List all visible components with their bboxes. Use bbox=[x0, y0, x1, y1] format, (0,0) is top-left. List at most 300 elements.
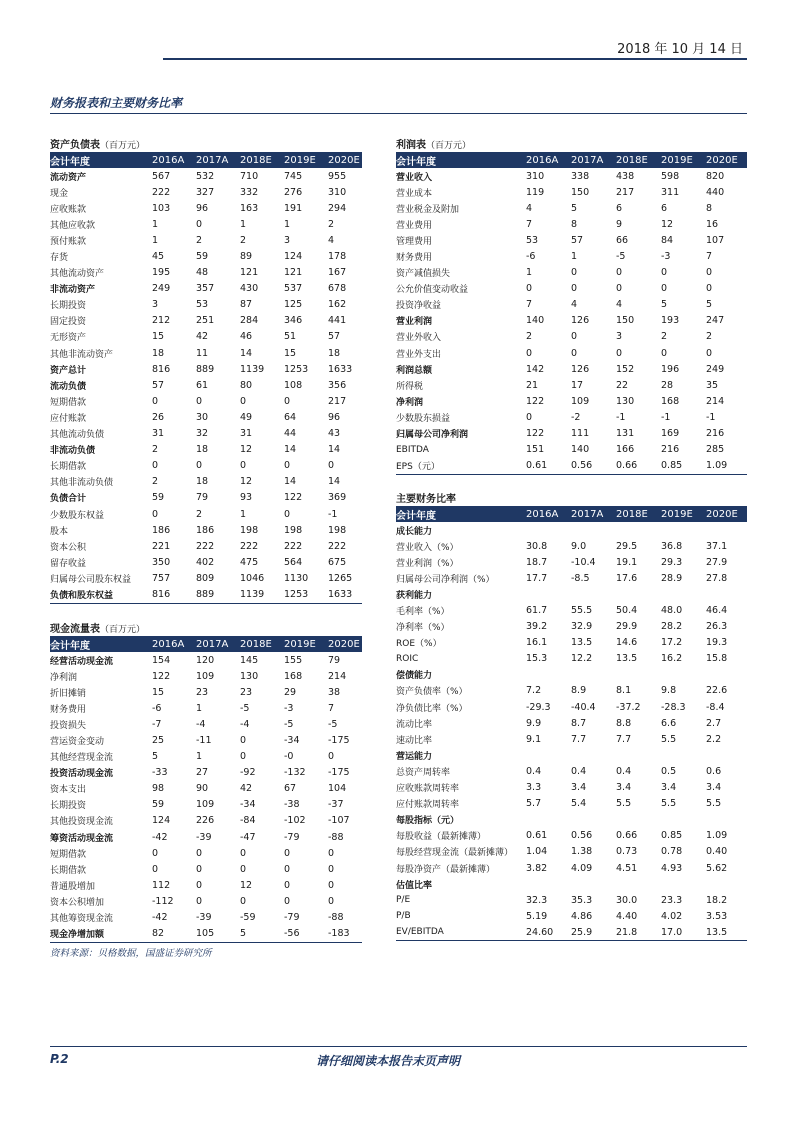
row-label: 每股经营现金流（最新摊薄） bbox=[396, 848, 514, 859]
row-value: -8.4 bbox=[706, 701, 725, 713]
row-value: 4.51 bbox=[616, 862, 638, 874]
row-value: 122 bbox=[526, 395, 545, 407]
row-value: -59 bbox=[240, 912, 256, 924]
row-value: 1633 bbox=[328, 588, 353, 600]
table-row bbox=[50, 393, 362, 409]
row-label: 营业费用 bbox=[396, 220, 433, 231]
row-value: 16.2 bbox=[661, 653, 683, 665]
row-value: 29.3 bbox=[661, 556, 683, 568]
row-value: 0 bbox=[152, 508, 159, 520]
row-value: 440 bbox=[706, 186, 725, 198]
row-value: 0.6 bbox=[706, 765, 722, 777]
header-year: 2020E bbox=[328, 639, 360, 650]
row-label: 其他筹资现金流 bbox=[50, 914, 114, 925]
row-value: 0 bbox=[571, 283, 578, 295]
header-year: 2019E bbox=[661, 155, 693, 166]
row-value: -42 bbox=[152, 831, 168, 843]
table-row bbox=[396, 635, 747, 651]
row-value: 0 bbox=[328, 863, 335, 875]
row-value: 18 bbox=[196, 476, 209, 488]
row-label: 毛利率（%） bbox=[396, 607, 450, 618]
row-value: 17.6 bbox=[616, 572, 638, 584]
row-value: 27.9 bbox=[706, 556, 728, 568]
row-value: -1 bbox=[328, 508, 338, 520]
table-row bbox=[50, 409, 362, 425]
row-value: 249 bbox=[152, 283, 171, 295]
row-value: 57 bbox=[328, 331, 341, 343]
row-value: 5 bbox=[240, 928, 247, 940]
row-value: 6 bbox=[661, 202, 668, 214]
table-row bbox=[50, 538, 362, 554]
row-value: 9 bbox=[616, 218, 623, 230]
row-label: 存货 bbox=[50, 253, 69, 264]
row-value: 310 bbox=[526, 170, 545, 182]
row-value: 310 bbox=[328, 186, 347, 198]
header-year: 2018E bbox=[240, 155, 272, 166]
table-row bbox=[396, 216, 747, 232]
row-label: 固定投资 bbox=[50, 317, 87, 328]
row-value: -1 bbox=[616, 411, 626, 423]
row-value: 122 bbox=[284, 492, 303, 504]
row-value: 276 bbox=[284, 186, 303, 198]
row-value: 53 bbox=[196, 299, 209, 311]
header-label: 会计年度 bbox=[50, 157, 90, 168]
row-value: 23 bbox=[196, 686, 209, 698]
row-label: 留存收益 bbox=[50, 558, 87, 569]
row-value: 5 bbox=[571, 202, 578, 214]
row-value: -29.3 bbox=[526, 701, 551, 713]
table-header bbox=[50, 637, 362, 652]
table-row bbox=[396, 602, 747, 618]
row-value: 8.1 bbox=[616, 685, 632, 697]
row-value: 57 bbox=[571, 234, 584, 246]
row-value: -2 bbox=[571, 411, 581, 423]
balance-sheet-table bbox=[50, 136, 362, 604]
table-row bbox=[396, 908, 747, 924]
row-label: 少数股东损益 bbox=[396, 413, 451, 424]
row-value: 28.9 bbox=[661, 572, 683, 584]
row-value: 222 bbox=[328, 540, 347, 552]
row-label: 流动资产 bbox=[50, 172, 87, 183]
header-year: 2017A bbox=[196, 639, 229, 650]
header-year: 2020E bbox=[706, 155, 738, 166]
row-value: -5 bbox=[284, 718, 294, 730]
table-row bbox=[50, 490, 362, 506]
row-value: 48 bbox=[196, 267, 209, 279]
row-value: 112 bbox=[152, 879, 171, 891]
row-value: 430 bbox=[240, 283, 259, 295]
row-value: 1253 bbox=[284, 588, 309, 600]
table-row bbox=[396, 554, 747, 570]
header-label: 会计年度 bbox=[50, 641, 90, 652]
row-value: 1 bbox=[571, 251, 578, 263]
row-value: 226 bbox=[196, 815, 215, 827]
row-value: 7 bbox=[526, 218, 533, 230]
table-row bbox=[396, 651, 747, 667]
table-row bbox=[50, 216, 362, 232]
table-row bbox=[50, 586, 362, 602]
row-value: 35.3 bbox=[571, 894, 593, 906]
row-value: 441 bbox=[328, 315, 347, 327]
row-value: 2 bbox=[152, 476, 159, 488]
row-value: 51 bbox=[284, 331, 297, 343]
row-value: 12 bbox=[240, 879, 253, 891]
row-value: 48.0 bbox=[661, 605, 683, 617]
row-label: 资本公积增加 bbox=[50, 897, 105, 908]
row-label: 负债和股东权益 bbox=[50, 590, 114, 601]
row-label: 财务费用 bbox=[396, 253, 433, 264]
row-value: 221 bbox=[152, 540, 171, 552]
table-row bbox=[396, 876, 747, 892]
section-title: 财务报表和主要财务比率 bbox=[50, 96, 183, 110]
row-label: 长期投资 bbox=[50, 801, 87, 812]
row-value: 350 bbox=[152, 556, 171, 568]
table-row bbox=[396, 844, 747, 860]
row-value: 0.56 bbox=[571, 830, 593, 842]
row-value: 59 bbox=[152, 799, 165, 811]
table-row bbox=[50, 281, 362, 297]
table-row bbox=[396, 377, 747, 393]
row-value: -11 bbox=[196, 735, 212, 747]
row-value: 29.5 bbox=[616, 540, 638, 552]
table-row bbox=[396, 184, 747, 200]
row-value: 1 bbox=[284, 218, 291, 230]
row-value: 80 bbox=[240, 379, 253, 391]
table-row bbox=[50, 248, 362, 264]
row-value: 249 bbox=[706, 363, 725, 375]
row-value: 0 bbox=[240, 460, 247, 472]
row-value: 0 bbox=[571, 347, 578, 359]
row-value: 61 bbox=[196, 379, 209, 391]
row-label: 长期投资 bbox=[50, 301, 87, 312]
row-value: 168 bbox=[661, 395, 680, 407]
row-label: 归属母公司净利润（%） bbox=[396, 574, 495, 585]
row-value: 18 bbox=[328, 347, 341, 359]
row-value: 2 bbox=[661, 331, 668, 343]
row-value: 0 bbox=[240, 751, 247, 763]
row-value: 79 bbox=[328, 654, 341, 666]
row-label: 无形资产 bbox=[50, 333, 87, 344]
row-value: -1 bbox=[706, 411, 716, 423]
row-value: -6 bbox=[526, 251, 536, 263]
row-value: -56 bbox=[284, 928, 300, 940]
row-value: 816 bbox=[152, 363, 171, 375]
row-value: 0 bbox=[284, 460, 291, 472]
table-row bbox=[50, 765, 362, 781]
row-value: 140 bbox=[571, 444, 590, 456]
row-value: 247 bbox=[706, 315, 725, 327]
row-value: 0.66 bbox=[616, 460, 638, 472]
row-value: 598 bbox=[661, 170, 680, 182]
table-row bbox=[396, 393, 747, 409]
row-value: -4 bbox=[240, 718, 250, 730]
row-value: 369 bbox=[328, 492, 347, 504]
row-value: -37 bbox=[328, 799, 344, 811]
row-label: 营业利润 bbox=[396, 317, 433, 328]
row-value: 2.7 bbox=[706, 717, 722, 729]
row-value: 356 bbox=[328, 379, 347, 391]
row-label: 投资净收益 bbox=[396, 301, 442, 312]
row-label: 归属母公司股东权益 bbox=[50, 574, 132, 585]
row-value: 4.40 bbox=[616, 910, 638, 922]
row-value: 438 bbox=[616, 170, 635, 182]
row-value: 12 bbox=[240, 444, 253, 456]
table-row bbox=[50, 184, 362, 200]
row-label: ROE（%） bbox=[396, 639, 442, 650]
table-bottom-rule bbox=[396, 940, 747, 941]
table-row bbox=[396, 796, 747, 812]
row-value: 191 bbox=[284, 202, 303, 214]
row-value: 1139 bbox=[240, 363, 265, 375]
row-value: 87 bbox=[240, 299, 253, 311]
row-value: 0.40 bbox=[706, 846, 728, 858]
row-value: 16 bbox=[706, 218, 719, 230]
row-value: 24.60 bbox=[526, 926, 554, 938]
row-label: 现金净增加额 bbox=[50, 930, 105, 941]
row-value: 0 bbox=[284, 847, 291, 859]
row-value: 820 bbox=[706, 170, 725, 182]
row-value: -47 bbox=[240, 831, 256, 843]
row-value: 5.62 bbox=[706, 862, 728, 874]
row-value: 11 bbox=[196, 347, 209, 359]
row-value: 0 bbox=[240, 895, 247, 907]
row-label: 速动比率 bbox=[396, 735, 433, 746]
row-value: 0 bbox=[328, 847, 335, 859]
row-value: 125 bbox=[284, 299, 303, 311]
row-value: 61.7 bbox=[526, 605, 548, 617]
table-row bbox=[50, 506, 362, 522]
row-label: 其他流动资产 bbox=[50, 269, 105, 280]
row-value: 31 bbox=[152, 428, 165, 440]
row-value: 155 bbox=[284, 654, 303, 666]
row-value: 12 bbox=[661, 218, 674, 230]
row-value: -6 bbox=[152, 702, 162, 714]
row-value: 5.5 bbox=[706, 798, 722, 810]
row-label: 获利能力 bbox=[396, 590, 433, 601]
row-value: 0 bbox=[616, 283, 623, 295]
row-value: 14 bbox=[328, 444, 341, 456]
table-row bbox=[50, 297, 362, 313]
row-value: 145 bbox=[240, 654, 259, 666]
row-value: 402 bbox=[196, 556, 215, 568]
row-value: 107 bbox=[706, 234, 725, 246]
row-value: -8.5 bbox=[571, 572, 590, 584]
table-row bbox=[396, 699, 747, 715]
row-value: 0 bbox=[616, 267, 623, 279]
row-value: 23.3 bbox=[661, 894, 683, 906]
row-value: 0 bbox=[706, 347, 713, 359]
row-label: 营运能力 bbox=[396, 751, 433, 762]
row-value: 757 bbox=[152, 572, 171, 584]
row-value: 196 bbox=[661, 363, 680, 375]
table-row bbox=[396, 731, 747, 747]
row-value: -4 bbox=[196, 718, 206, 730]
row-value: 2 bbox=[706, 331, 713, 343]
row-value: 537 bbox=[284, 283, 303, 295]
row-value: 26 bbox=[152, 411, 165, 423]
row-value: 8 bbox=[706, 202, 713, 214]
row-value: 0 bbox=[526, 347, 533, 359]
row-value: 121 bbox=[284, 267, 303, 279]
cash-flow-title-text: 现金流量表 bbox=[50, 624, 100, 635]
row-value: 14 bbox=[240, 347, 253, 359]
row-value: 15.3 bbox=[526, 653, 548, 665]
source-note: 资料来源：贝格数据，国盛证券研究所 bbox=[50, 948, 212, 959]
table-row bbox=[396, 297, 747, 313]
row-value: 15.8 bbox=[706, 653, 728, 665]
header-year: 2017A bbox=[571, 509, 604, 520]
row-value: 1.09 bbox=[706, 830, 728, 842]
row-value: 49 bbox=[240, 411, 253, 423]
row-value: 82 bbox=[152, 928, 165, 940]
row-label: 成长能力 bbox=[396, 526, 433, 537]
row-value: 43 bbox=[328, 428, 341, 440]
row-value: 5.5 bbox=[661, 733, 677, 745]
table-bottom-rule bbox=[396, 474, 747, 475]
table-row bbox=[50, 265, 362, 281]
row-label: 所得税 bbox=[396, 381, 424, 392]
income-statement-unit: （百万元） bbox=[426, 141, 472, 151]
header-year: 2017A bbox=[196, 155, 229, 166]
financial-ratios-table bbox=[396, 490, 747, 941]
row-value: -34 bbox=[240, 799, 256, 811]
row-value: 0 bbox=[571, 331, 578, 343]
row-value: 889 bbox=[196, 588, 215, 600]
table-row bbox=[50, 910, 362, 926]
row-value: -38 bbox=[284, 799, 300, 811]
row-value: 18.2 bbox=[706, 894, 728, 906]
row-value: -132 bbox=[284, 767, 306, 779]
row-value: 84 bbox=[661, 234, 674, 246]
row-value: 12 bbox=[240, 476, 253, 488]
row-value: -3 bbox=[284, 702, 294, 714]
row-value: 59 bbox=[196, 251, 209, 263]
table-header bbox=[396, 153, 747, 168]
row-value: 30.0 bbox=[616, 894, 638, 906]
row-value: 5.5 bbox=[661, 798, 677, 810]
row-value: 124 bbox=[152, 815, 171, 827]
row-value: 25 bbox=[152, 735, 165, 747]
row-value: 3.4 bbox=[706, 782, 722, 794]
row-value: -5 bbox=[240, 702, 250, 714]
table-row bbox=[396, 168, 747, 184]
row-value: -79 bbox=[284, 831, 300, 843]
row-value: 0.4 bbox=[616, 765, 632, 777]
header-year: 2016A bbox=[152, 155, 185, 166]
table-row bbox=[50, 361, 362, 377]
table-header bbox=[50, 153, 362, 168]
row-value: 5.7 bbox=[526, 798, 542, 810]
report-date: 2018 年 10 月 14 日 bbox=[617, 42, 743, 57]
row-value: 0 bbox=[152, 460, 159, 472]
row-value: 131 bbox=[616, 428, 635, 440]
row-label: 营业收入（%） bbox=[396, 542, 459, 553]
row-value: 29 bbox=[284, 686, 297, 698]
row-value: 44 bbox=[284, 428, 297, 440]
row-value: 122 bbox=[526, 428, 545, 440]
row-value: 19.3 bbox=[706, 637, 728, 649]
row-label: P/E bbox=[396, 895, 411, 906]
row-value: 0 bbox=[240, 395, 247, 407]
row-value: 79 bbox=[196, 492, 209, 504]
row-value: 284 bbox=[240, 315, 259, 327]
row-value: 2 bbox=[196, 508, 203, 520]
row-value: 0.56 bbox=[571, 460, 593, 472]
header-year: 2017A bbox=[571, 155, 604, 166]
row-value: 163 bbox=[240, 202, 259, 214]
row-value: 564 bbox=[284, 556, 303, 568]
row-value: 217 bbox=[328, 395, 347, 407]
row-value: 8 bbox=[571, 218, 578, 230]
table-row bbox=[396, 329, 747, 345]
header-label: 会计年度 bbox=[396, 511, 436, 522]
row-label: EV/EBITDA bbox=[396, 927, 444, 938]
row-label: 营业外收入 bbox=[396, 333, 442, 344]
row-label: 管理费用 bbox=[396, 236, 433, 247]
row-value: 214 bbox=[706, 395, 725, 407]
row-label: 其他经营现金流 bbox=[50, 753, 114, 764]
row-value: 36.8 bbox=[661, 540, 683, 552]
row-label: 其他非流动负债 bbox=[50, 478, 114, 489]
row-value: 1633 bbox=[328, 363, 353, 375]
table-row bbox=[50, 232, 362, 248]
cash-flow-title bbox=[50, 620, 362, 636]
row-value: 130 bbox=[616, 395, 635, 407]
row-label: 营业成本 bbox=[396, 188, 433, 199]
row-value: -34 bbox=[284, 735, 300, 747]
row-value: 2 bbox=[152, 444, 159, 456]
row-value: 9.0 bbox=[571, 540, 587, 552]
row-value: 12.2 bbox=[571, 653, 593, 665]
row-value: 28.2 bbox=[661, 621, 683, 633]
header-year: 2018E bbox=[616, 509, 648, 520]
table-row bbox=[396, 715, 747, 731]
row-label: 筹资活动现金流 bbox=[50, 833, 114, 844]
row-value: 186 bbox=[152, 524, 171, 536]
row-value: 0 bbox=[284, 508, 291, 520]
row-value: 18 bbox=[196, 444, 209, 456]
row-value: 0 bbox=[196, 395, 203, 407]
row-value: 1046 bbox=[240, 572, 265, 584]
row-value: 1 bbox=[196, 751, 203, 763]
row-value: 29.9 bbox=[616, 621, 638, 633]
row-value: 13.5 bbox=[571, 637, 593, 649]
row-value: 0.85 bbox=[661, 830, 683, 842]
row-value: 64 bbox=[284, 411, 297, 423]
row-label: 非流动负债 bbox=[50, 446, 96, 457]
row-value: -5 bbox=[328, 718, 338, 730]
table-row bbox=[50, 684, 362, 700]
row-value: 27 bbox=[196, 767, 209, 779]
row-value: 32.9 bbox=[571, 621, 593, 633]
table-row bbox=[396, 200, 747, 216]
row-value: 4.09 bbox=[571, 862, 593, 874]
income-statement-table bbox=[396, 136, 747, 475]
row-value: 311 bbox=[661, 186, 680, 198]
row-label: ROIC bbox=[396, 653, 419, 664]
row-value: 222 bbox=[284, 540, 303, 552]
table-row bbox=[396, 409, 747, 425]
row-value: 4 bbox=[328, 234, 335, 246]
row-value: 285 bbox=[706, 444, 725, 456]
row-value: 212 bbox=[152, 315, 171, 327]
row-value: 46.4 bbox=[706, 605, 728, 617]
row-value: 15 bbox=[152, 686, 165, 698]
row-label: 营业收入 bbox=[396, 172, 433, 183]
row-value: 0 bbox=[616, 347, 623, 359]
row-value: 1 bbox=[196, 702, 203, 714]
row-value: 0 bbox=[661, 283, 668, 295]
